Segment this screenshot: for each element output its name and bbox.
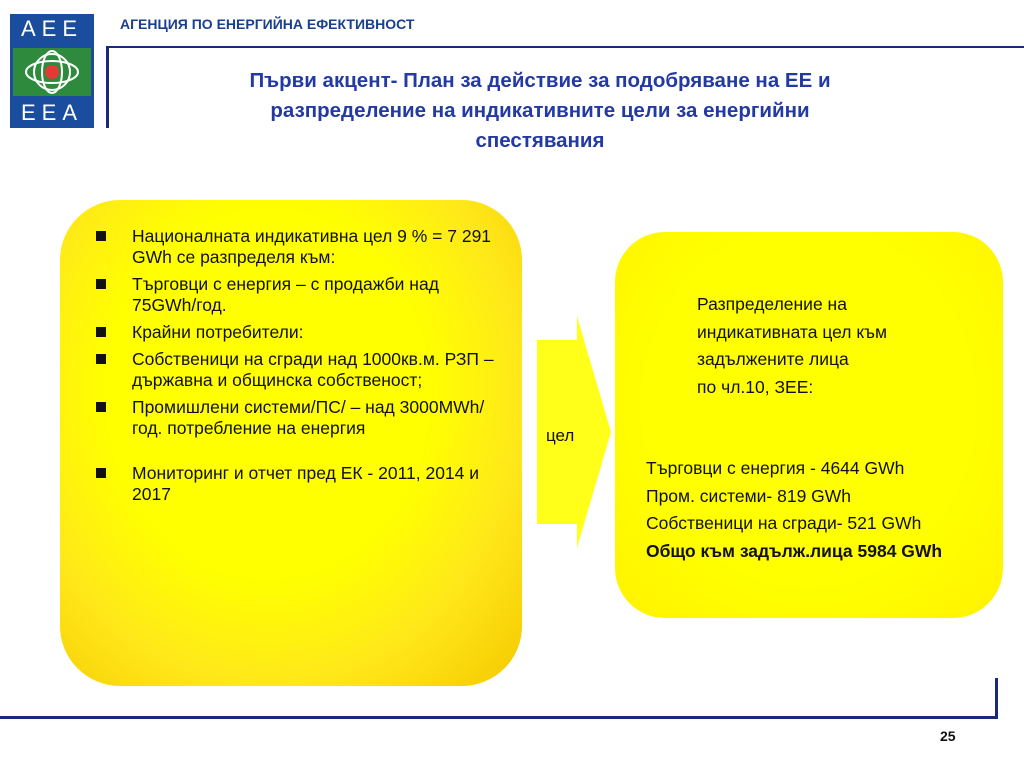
footer-divider-vertical: [995, 678, 998, 719]
header-divider-vertical: [106, 46, 109, 128]
allocation-intro-line: задължените лица: [697, 349, 849, 369]
bullet-square-icon: [96, 468, 106, 478]
page-number: 25: [940, 728, 956, 744]
logo-top-text: AEE: [20, 16, 84, 41]
bullet-item: [96, 322, 506, 343]
bullet-square-icon: [96, 279, 106, 289]
bullet-square-icon: [96, 354, 106, 364]
bullet-item: [96, 274, 506, 316]
logo-bottom-text: EEA: [20, 100, 84, 125]
allocation-intro: [697, 291, 997, 401]
allocation-line: Пром. системи- 819 GWh: [646, 485, 852, 506]
bullet-square-icon: [96, 231, 106, 241]
allocation-line: Търговци с енергия - 4644 GWh: [646, 458, 905, 478]
bullet-item: [96, 397, 506, 439]
bullet-item: [96, 349, 506, 391]
bullet-text: Националната индикативна цел 9 % = 7 291 GWh се разпределя към:: [132, 226, 492, 267]
slide-title: [140, 66, 940, 156]
footer-divider: [0, 716, 998, 719]
allocation-line: Собственици на сгради- 521 GWh: [646, 513, 922, 533]
bullet-square-icon: [96, 402, 106, 412]
bullet-item: [96, 226, 506, 268]
allocation-list: [646, 455, 1022, 565]
bullet-item: [96, 463, 506, 505]
bullet-text: Търговци с енергия – с продажби над 75GWh/год.: [132, 274, 439, 315]
bullet-text: Мониторинг и отчет пред ЕК - 2011, 2014 и 2017: [132, 463, 480, 504]
allocation-intro-line: по чл.10, ЗЕЕ:: [697, 376, 814, 397]
bullet-text: Промишлени системи/ПС/ – над 3000MWh/год. потребление на енергия: [132, 397, 485, 438]
header-divider: [108, 46, 1024, 48]
allocation-intro-line: индикативната цел към: [697, 321, 888, 342]
targets-bullet-list: [96, 226, 506, 511]
bullet-text: Крайни потребители:: [132, 322, 304, 342]
slide-title-line: разпределение на индикативните цели за енергийни: [270, 99, 810, 122]
allocation-total: Общо към задълж.лица 5984 GWh: [646, 540, 943, 561]
slide-title-line: спестявания: [475, 129, 605, 152]
slide-title-line: Първи акцент- План за действие за подобряване на ЕЕ и: [249, 69, 831, 92]
allocation-intro-line: Разпределение на: [697, 294, 847, 314]
agency-logo: [10, 14, 94, 128]
bullet-text: Собственици на сгради над 1000кв.м. РЗП – държавна и общинска собственост;: [132, 349, 494, 390]
atom-orbit-icon: [13, 48, 91, 96]
bullet-square-icon: [96, 327, 106, 337]
agency-name: АГЕНЦИЯ ПО ЕНЕРГИЙНА ЕФЕКТИВНОСТ: [120, 16, 415, 32]
logo-field: [13, 48, 91, 96]
arrow-label: цел: [546, 426, 575, 445]
